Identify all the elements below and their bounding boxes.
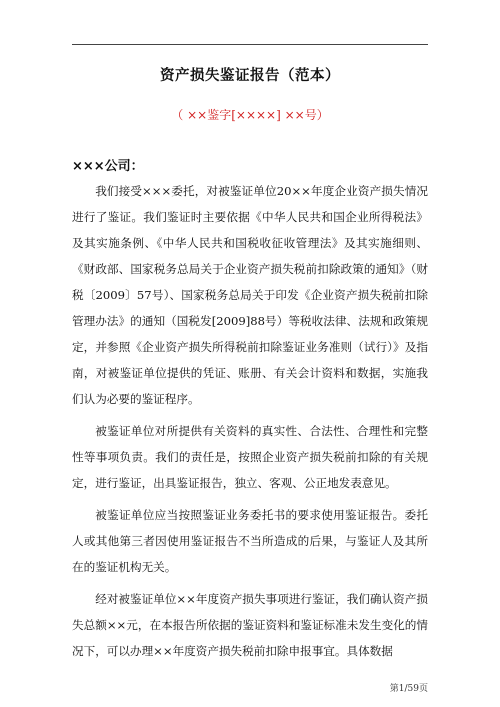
document-number: （ ××鉴字[××××] ××号） — [171, 108, 329, 122]
report-body — [72, 178, 428, 670]
body-paragraph: 我们接受×××委托，对被鉴证单位20××年度企业资产损失情况进行了鉴证。我们鉴证时主要依据《中华人民共和国企业所得税法》及其实施条例、《中华人民共和国税收征收管理法》及其实施细则、《财政部、国家税务总局关于企业资产损失税前扣除政策的通知》（财税〔2009〕57号）、国家税务总局关于印发《企业资产损失税前扣除管理办法》的通知（国税发[2009]88号）等税收法律、法规和政策规定，并参照《企业资产损失所得税前扣除鉴证业务准则（试行）》及指南，对被鉴证单位提供的凭证、账册、有关会计资料和数据，实施我们认为必要的鉴证程序。 — [72, 184, 428, 406]
addressee: ×××公司： — [72, 159, 144, 174]
body-paragraph: 被鉴证单位应当按照鉴证业务委托书的要求使用鉴证报告。委托人或其他第三者因使用鉴证报告不当所造成的后果，与鉴证人及其所在的鉴证机构无关。 — [72, 508, 428, 574]
page-number: 第1/59页 — [389, 684, 428, 694]
body-paragraph: 经对被鉴证单位××年度资产损失事项进行鉴证，我们确认资产损失总额××元，在本报告所依据的鉴证资料和鉴证标准未发生变化的情况下，可以办理××年度资产损失税前扣除申报事宜。具体数据 — [72, 592, 428, 658]
body-paragraph: 被鉴证单位对所提供有关资料的真实性、合法性、合理性和完整性等事项负责。我们的责任是，按照企业资产损失税前扣除的有关规定，进行鉴证，出具鉴证报告，独立、客观、公正地发表意见。 — [72, 424, 428, 490]
document-title: 资产损失鉴证报告（范本） — [160, 68, 340, 84]
header-rule — [72, 44, 428, 45]
